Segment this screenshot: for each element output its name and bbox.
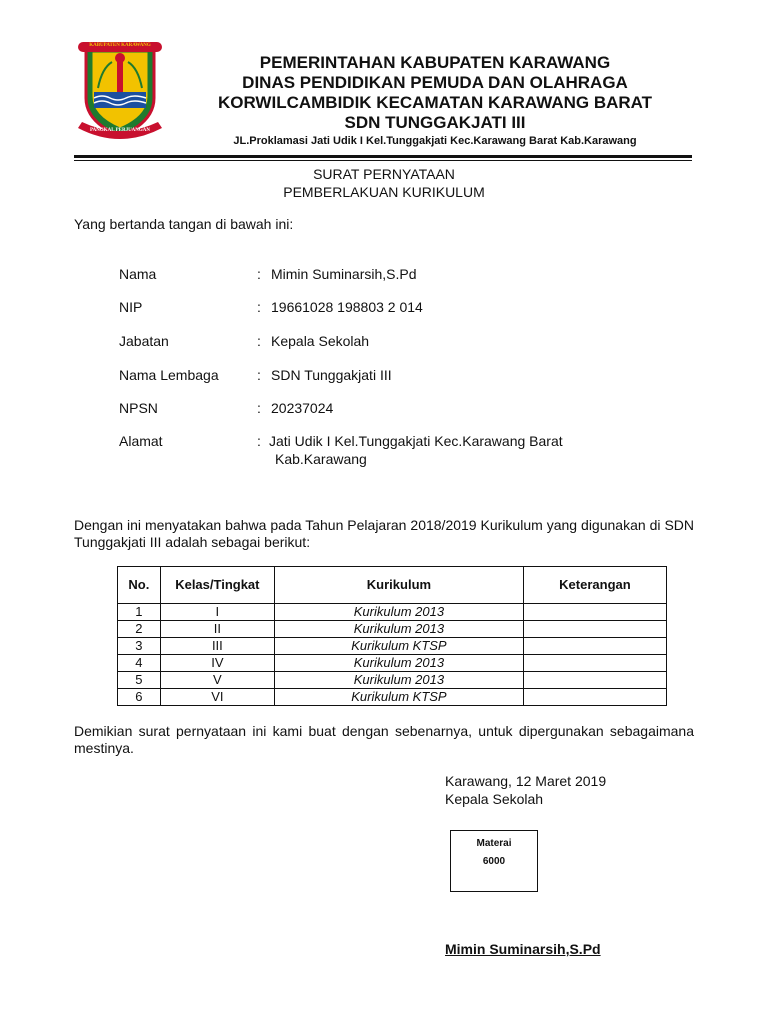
field-label-nama-lembaga: Nama Lembaga <box>119 367 219 383</box>
letterhead-government: PEMERINTAHAN KABUPATEN KARAWANG <box>259 53 611 72</box>
cell-keterangan <box>523 638 666 655</box>
table-row <box>118 638 667 655</box>
statement-paragraph: Dengan ini menyatakan bahwa pada Tahun Pelajaran 2018/2019 Kurikulum yang digunakan di SDN Tunggakjati III adalah sebagai berikut: <box>74 517 694 550</box>
cell-kurikulum: Kurikulum 2013 <box>275 621 524 638</box>
table-header-row <box>118 567 667 604</box>
stamp-value: 6000 <box>482 856 506 867</box>
field-value-nip: 19661028 198803 2 014 <box>271 299 423 315</box>
header-kurikulum: Kurikulum <box>275 567 524 604</box>
field-colon: : <box>257 266 261 282</box>
field-value-nama: Mimin Suminarsih,S.Pd <box>271 266 417 282</box>
field-label-alamat: Alamat <box>119 433 163 449</box>
cell-kelas: IV <box>160 655 274 672</box>
header-kelas: Kelas/Tingkat <box>160 567 274 604</box>
cell-kurikulum: Kurikulum 2013 <box>275 655 524 672</box>
signer-name: Mimin Suminarsih,S.Pd <box>445 941 601 957</box>
logo-bottom-text: PANGKAL PERJUANGAN <box>89 128 151 133</box>
field-label-jabatan: Jabatan <box>119 333 169 349</box>
field-value-alamat-line2: Kab.Karawang <box>275 451 367 467</box>
letterhead-district-office: KORWILCAMBIDIK KECAMATAN KARAWANG BARAT <box>217 93 653 112</box>
letterhead-address: JL.Proklamasi Jati Udik I Kel.Tunggakjati Kec.Karawang Barat Kab.Karawang <box>233 135 637 147</box>
intro-text: Yang bertanda tangan di bawah ini: <box>74 216 294 232</box>
regency-logo <box>72 40 168 146</box>
cell-keterangan <box>523 604 666 621</box>
cell-keterangan <box>523 689 666 706</box>
logo-top-text: KABUPATEN KARAWANG <box>89 43 151 48</box>
place-date: Karawang, 12 Maret 2019 <box>445 773 607 789</box>
field-label-nama: Nama <box>119 266 157 282</box>
cell-no: 3 <box>118 638 161 655</box>
field-colon: : <box>257 400 261 416</box>
table-row <box>118 621 667 638</box>
table-row <box>118 604 667 621</box>
closing-paragraph: Demikian surat pernyataan ini kami buat dengan sebenarnya, untuk dipergunakan sebagaimana mestinya. <box>74 723 694 756</box>
stamp-label: Materai <box>476 838 512 849</box>
field-value-nama-lembaga: SDN Tunggakjati III <box>271 367 392 383</box>
cell-no: 5 <box>118 672 161 689</box>
cell-kurikulum: Kurikulum KTSP <box>275 689 524 706</box>
field-value-npsn: 20237024 <box>271 400 334 416</box>
cell-kelas: II <box>160 621 274 638</box>
cell-kelas: III <box>160 638 274 655</box>
table-row <box>118 672 667 689</box>
header-no: No. <box>118 567 161 604</box>
field-colon: : <box>257 333 261 349</box>
curriculum-table <box>117 566 667 706</box>
cell-no: 4 <box>118 655 161 672</box>
document-title: SURAT PERNYATAAN <box>313 166 455 182</box>
field-label-npsn: NPSN <box>119 400 158 416</box>
letterhead-divider-thin <box>74 160 692 161</box>
field-colon: : <box>257 433 261 449</box>
cell-no: 6 <box>118 689 161 706</box>
field-value-alamat: Jati Udik I Kel.Tunggakjati Kec.Karawang Barat <box>269 433 563 449</box>
cell-kelas: I <box>160 604 274 621</box>
cell-keterangan <box>523 672 666 689</box>
table-row <box>118 655 667 672</box>
cell-keterangan <box>523 655 666 672</box>
table-row <box>118 689 667 706</box>
header-keterangan: Keterangan <box>523 567 666 604</box>
document-subtitle: PEMBERLAKUAN KURIKULUM <box>283 184 485 200</box>
letterhead-school-name: SDN TUNGGAKJATI III <box>344 113 526 132</box>
letterhead-department: DINAS PENDIDIKAN PEMUDA DAN OLAHRAGA <box>242 73 628 92</box>
cell-kurikulum: Kurikulum 2013 <box>275 604 524 621</box>
cell-kelas: V <box>160 672 274 689</box>
cell-kurikulum: Kurikulum 2013 <box>275 672 524 689</box>
cell-kurikulum: Kurikulum KTSP <box>275 638 524 655</box>
cell-no: 1 <box>118 604 161 621</box>
field-colon: : <box>257 299 261 315</box>
field-colon: : <box>257 367 261 383</box>
signer-position: Kepala Sekolah <box>445 791 544 807</box>
stamp-box <box>450 830 538 892</box>
field-value-jabatan: Kepala Sekolah <box>271 333 370 349</box>
field-label-nip: NIP <box>119 299 143 315</box>
cell-keterangan <box>523 621 666 638</box>
cell-no: 2 <box>118 621 161 638</box>
letterhead-divider-thick <box>74 155 692 158</box>
cell-kelas: VI <box>160 689 274 706</box>
